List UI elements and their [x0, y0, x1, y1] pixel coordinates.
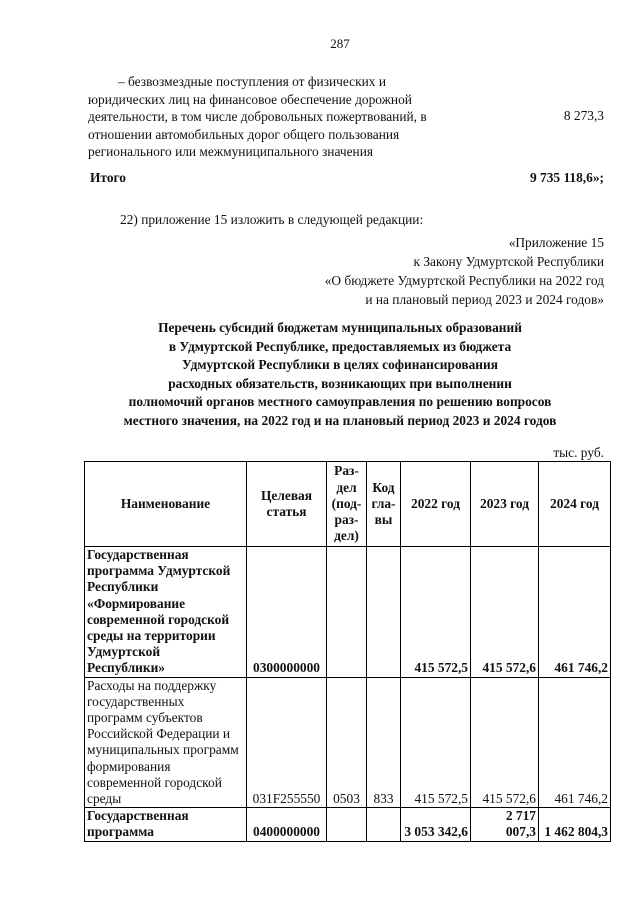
- name-line: программа: [87, 824, 154, 840]
- header-line: дел: [336, 479, 357, 495]
- name-line: программа Удмуртской: [87, 563, 231, 579]
- row-name: [85, 808, 247, 841]
- edit-instruction: 22) приложение 15 изложить в следующей редакции:: [120, 212, 424, 227]
- row-article: 0300000000: [247, 547, 327, 678]
- row-code: 833: [367, 677, 401, 808]
- header-target-article: [247, 462, 327, 547]
- revenue-item-line: – безвозмездные поступления от физических и: [118, 74, 386, 89]
- header-line: статья: [266, 504, 307, 519]
- header-line: Раз-: [334, 463, 359, 479]
- row-2023: 2 717 007,3: [471, 808, 539, 841]
- name-line: Государственная: [87, 808, 189, 824]
- revenue-item-text: [88, 73, 468, 161]
- appendix-line: и на плановый период 2023 и 2024 годов»: [365, 292, 604, 307]
- name-line: Расходы на поддержку: [87, 677, 217, 693]
- header-line: дел): [334, 528, 359, 544]
- revenue-item-line: регионального или межмуниципального значения: [88, 144, 374, 160]
- appendix-line: к Закону Удмуртской Республики: [413, 254, 604, 269]
- name-line: государственных: [87, 693, 185, 709]
- header-2022: 2022 год: [401, 462, 471, 547]
- name-line: среды: [87, 791, 122, 807]
- row-name: [85, 677, 247, 808]
- header-section: [327, 462, 367, 547]
- row-2022: 415 572,5: [401, 547, 471, 678]
- table-row: [85, 808, 611, 841]
- header-line: вы: [374, 512, 393, 528]
- header-chapter-code: [367, 462, 401, 547]
- row-article: 031F255550: [247, 677, 327, 808]
- revenue-item-line: юридических лиц на финансовое обеспечение дорожной: [88, 91, 412, 107]
- name-line: современной городской: [87, 774, 222, 790]
- name-line: Республики: [87, 579, 159, 595]
- appendix-line: «О бюджете Удмуртской Республики на 2022 год: [324, 273, 604, 288]
- name-line: муниципальных программ: [87, 742, 239, 758]
- row-code: [367, 547, 401, 678]
- row-name: [85, 547, 247, 678]
- appendix-header: [204, 233, 604, 309]
- heading-line: в Удмуртской Республике, предоставляемых из бюджета: [168, 338, 512, 354]
- row-code: [367, 808, 401, 841]
- name-line: формирования: [87, 758, 171, 774]
- total-value: 9 735 118,6»;: [529, 170, 604, 185]
- header-line: раз-: [334, 512, 359, 528]
- row-article: 0400000000: [247, 808, 327, 841]
- revenue-item-value: 8 273,3: [563, 108, 604, 123]
- page-number: 287: [330, 36, 350, 51]
- name-line: программ субъектов: [87, 710, 203, 726]
- name-line: среды на территории: [87, 628, 216, 644]
- header-name: Наименование: [85, 462, 247, 547]
- table-row: [85, 547, 611, 678]
- name-line: «Формирование: [87, 595, 186, 611]
- row-2022: 415 572,5: [401, 677, 471, 808]
- row-2024: 1 462 804,3: [539, 808, 611, 841]
- row-2022: 3 053 342,6: [401, 808, 471, 841]
- heading-line: Перечень субсидий бюджетам муниципальных образований: [158, 320, 522, 335]
- row-2023: 415 572,6: [471, 677, 539, 808]
- row-2024: 461 746,2: [539, 677, 611, 808]
- row-section: 0503: [327, 677, 367, 808]
- name-line: Государственная: [87, 547, 189, 562]
- header-line: Целевая: [261, 487, 312, 503]
- revenue-item-line: деятельности, в том числе добровольных пожертвований, в: [88, 109, 427, 125]
- header-line: (под-: [331, 495, 362, 511]
- row-section: [327, 808, 367, 841]
- row-2023: 415 572,6: [471, 547, 539, 678]
- table-row: [85, 677, 611, 808]
- heading-line: расходных обязательств, возникающих при выполнении: [168, 375, 512, 391]
- header-line: Код: [372, 479, 395, 495]
- name-line: Российской Федерации и: [87, 726, 231, 742]
- subsidies-table: [84, 461, 611, 842]
- name-line: Республики»: [87, 660, 166, 676]
- name-line: современной городской: [87, 611, 230, 627]
- header-line: гла-: [371, 495, 396, 511]
- document-heading: [80, 319, 600, 430]
- heading-line: местного значения, на 2022 год и на плановый период 2023 и 2024 годов: [123, 412, 557, 428]
- header-2024: 2024 год: [539, 462, 611, 547]
- row-section: [327, 547, 367, 678]
- unit-label: тыс. руб.: [553, 445, 604, 460]
- total-label: Итого: [90, 170, 126, 185]
- name-line: Удмуртской: [87, 644, 161, 660]
- heading-line: полномочий органов местного самоуправления по решению вопросов: [128, 394, 552, 409]
- appendix-line: «Приложение 15: [508, 235, 604, 250]
- heading-line: Удмуртской Республики в целях софинансирования: [182, 357, 498, 372]
- row-2024: 461 746,2: [539, 547, 611, 678]
- header-2023: 2023 год: [471, 462, 539, 547]
- revenue-item-line: отношении автомобильных дорог общего пользования: [88, 126, 400, 142]
- table-header-row: [85, 462, 611, 547]
